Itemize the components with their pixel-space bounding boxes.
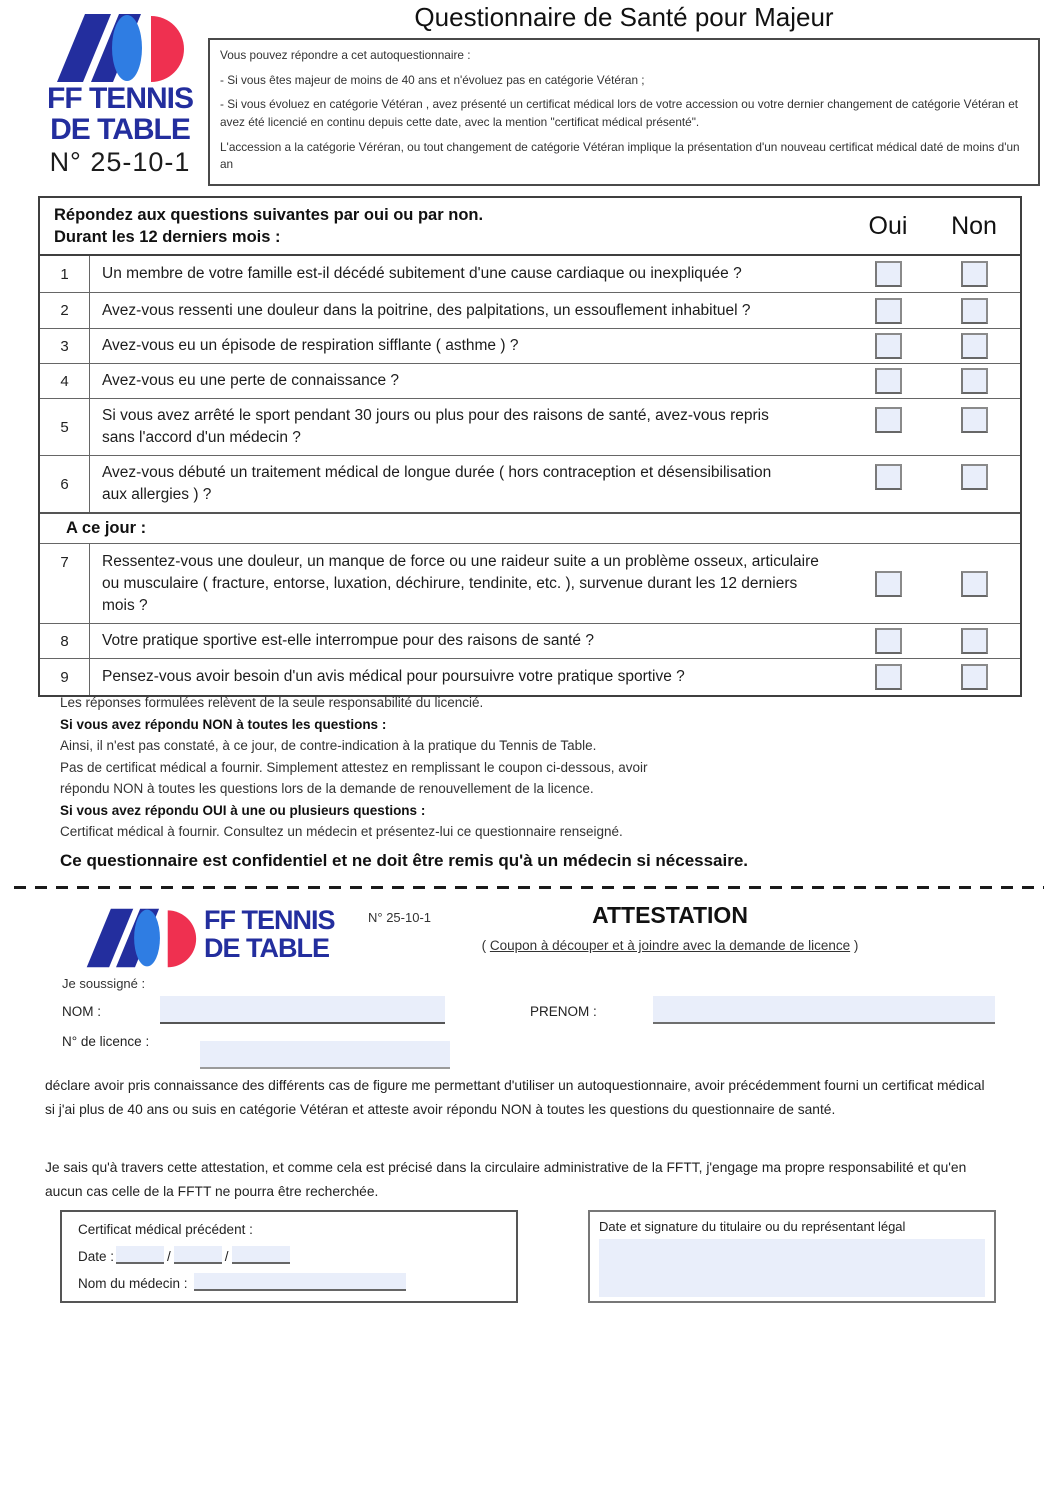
q7-non-checkbox[interactable]: [961, 571, 988, 597]
header-line1: Répondez aux questions suivantes par oui ou par non.: [54, 205, 484, 224]
form-number: N° 25-10-1: [49, 147, 191, 178]
prenom-label: PRENOM :: [530, 1004, 597, 1019]
attestation-subtitle: [390, 938, 950, 953]
fftt-logo-text-line2: DE TABLE: [204, 933, 329, 964]
subtitle-paren-close: ): [850, 938, 859, 953]
note-line: Les réponses formulées relèvent de la seule responsabilité du licencié.: [60, 695, 484, 710]
q9-oui-checkbox[interactable]: [875, 664, 902, 690]
q6-oui-checkbox[interactable]: [875, 464, 902, 490]
non-cell: [928, 333, 1020, 359]
subtitle-paren-open: (: [481, 938, 490, 953]
non-cell: [928, 664, 1020, 690]
question-number: 1: [40, 256, 90, 292]
q2-oui-checkbox[interactable]: [875, 298, 902, 324]
fftt-logo: [36, 12, 204, 178]
intro-line: - Si vous évoluez en catégorie Vétéran , avez présenté un certificat médical lors de votre accession ou votre dernier changement de catégorie Vétéran et avez été licencié en continu depuis cette date, avec la mention "certificat médical présenté".: [220, 97, 1019, 130]
intro-line: - Si vous êtes majeur de moins de 40 ans et n'évoluez pas en catégorie Vétéran ;: [220, 72, 645, 87]
non-cell: [928, 628, 1020, 654]
intro-box: [208, 38, 1040, 186]
attestation-paragraph-2: Je sais qu'à travers cette attestation, et comme cela est précisé dans la circulaire administrative de la FFTT, j'engage ma propre responsabilité et qu'en aucun cas celle de la FFTT ne pourra être recherchée.: [45, 1160, 967, 1199]
question-text: Avez-vous eu une perte de connaissance ?: [102, 372, 399, 389]
notes-block: [60, 692, 990, 843]
fftt-logo-text-line1: FF TENNIS: [204, 905, 335, 935]
attestation-title: ATTESTATION: [592, 902, 748, 928]
oui-cell: [848, 664, 928, 690]
oui-cell: [848, 368, 928, 394]
question-text: Avez-vous eu un épisode de respiration sifflante ( asthme ) ?: [102, 337, 519, 354]
signature-area[interactable]: [599, 1239, 985, 1297]
q9-non-checkbox[interactable]: [961, 664, 988, 690]
licence-input[interactable]: [200, 1041, 450, 1069]
intro-line: L'accession a la catégorie Véréran, ou tout changement de catégorie Vétéran implique la présentation d'un nouveau certificat médical daté de moins d'un an: [220, 139, 1020, 172]
question-row-9: [40, 659, 1020, 695]
oui-cell: [848, 628, 928, 654]
je-soussigne-label: Je soussigné :: [62, 976, 146, 991]
cert-box-title: Certificat médical précédent :: [78, 1222, 253, 1237]
table-header-row: [40, 198, 1020, 256]
q2-non-checkbox[interactable]: [961, 298, 988, 324]
question-text: Un membre de votre famille est-il décédé subitement d'une cause cardiaque ou inexpliquée ?: [102, 265, 742, 282]
q3-oui-checkbox[interactable]: [875, 333, 902, 359]
nom-label: NOM :: [62, 1004, 101, 1019]
date-month-input[interactable]: [174, 1246, 222, 1264]
cert-date-line: [78, 1246, 500, 1264]
fftt-logo-icon: [85, 906, 197, 970]
oui-cell: [848, 399, 928, 433]
nom-input[interactable]: [160, 996, 445, 1024]
oui-cell: [848, 261, 928, 287]
question-row-6: [40, 456, 1020, 514]
note-line: Pas de certificat médical a fournir. Simplement attestez en remplissant le coupon ci-dessous, avoir: [60, 759, 648, 775]
question-number: 3: [40, 329, 90, 363]
non-cell: [928, 399, 1020, 433]
q4-oui-checkbox[interactable]: [875, 368, 902, 394]
signature-box-label: Date et signature du titulaire ou du représentant légal: [599, 1219, 906, 1234]
q4-non-checkbox[interactable]: [961, 368, 988, 394]
page-title: Questionnaire de Santé pour Majeur: [414, 2, 834, 32]
note-line: Ainsi, il n'est pas constaté, à ce jour, de contre-indication à la pratique du Tennis de Table.: [60, 738, 597, 753]
question-number: 4: [40, 364, 90, 398]
question-text: Avez-vous ressenti une douleur dans la poitrine, des palpitations, un essouflement inhabituel ?: [102, 301, 751, 319]
previous-certificate-box: [60, 1210, 518, 1303]
signature-box: [588, 1210, 996, 1303]
prenom-input[interactable]: [653, 996, 995, 1024]
note-line: Certificat médical à fournir. Consultez un médecin et présentez-lui ce questionnaire renseigné.: [60, 824, 623, 839]
question-row-4: [40, 364, 1020, 399]
question-text: Si vous avez arrêté le sport pendant 30 jours ou plus pour des raisons de santé, avez-vous repris sans l'accord d'un médecin ?: [102, 407, 769, 446]
question-number: 7: [40, 544, 90, 623]
q6-non-checkbox[interactable]: [961, 464, 988, 490]
question-text: Avez-vous débuté un traitement médical de longue durée ( hors contraception et désensibilisation aux allergies ) ?: [102, 464, 772, 503]
non-cell: [928, 368, 1020, 394]
medecin-label: Nom du médecin :: [78, 1276, 188, 1291]
form-number: N° 25-10-1: [368, 910, 432, 925]
non-cell: [928, 456, 1020, 490]
fftt-logo-text-line2: DE TABLE: [50, 112, 190, 146]
q5-oui-checkbox[interactable]: [875, 407, 902, 433]
q7-oui-checkbox[interactable]: [875, 571, 902, 597]
questionnaire-table: [38, 196, 1022, 697]
date-slash: /: [224, 1249, 229, 1264]
date-year-input[interactable]: [232, 1246, 290, 1264]
question-number: 9: [40, 659, 90, 695]
question-number: 2: [40, 293, 90, 328]
oui-cell: [848, 571, 928, 597]
fftt-logo-icon: [55, 12, 185, 84]
q3-non-checkbox[interactable]: [961, 333, 988, 359]
subtitle-text: Coupon à découper et à joindre avec la demande de licence: [489, 938, 851, 953]
question-text: Pensez-vous avoir besoin d'un avis médical pour poursuivre votre pratique sportive ?: [102, 668, 685, 685]
non-cell: [928, 261, 1020, 287]
intro-line: Vous pouvez répondre a cet autoquestionnaire :: [220, 48, 471, 62]
fftt-logo-text-line1: FF TENNIS: [47, 82, 193, 115]
question-row-1: [40, 256, 1020, 293]
non-cell: [928, 571, 1020, 597]
non-cell: [928, 298, 1020, 324]
q1-non-checkbox[interactable]: [961, 261, 988, 287]
note-line: répondu NON à toutes les questions lors de la demande de renouvellement de la licence.: [60, 781, 594, 796]
question-text: Votre pratique sportive est-elle interrompue pour des raisons de santé ?: [102, 632, 594, 649]
q8-oui-checkbox[interactable]: [875, 628, 902, 654]
column-header-oui: Oui: [868, 211, 908, 240]
section-row: [40, 514, 1020, 544]
q5-non-checkbox[interactable]: [961, 407, 988, 433]
date-day-input[interactable]: [116, 1246, 164, 1264]
date-label: Date :: [78, 1249, 115, 1264]
confidential-statement: Ce questionnaire est confidentiel et ne doit être remis qu'à un médecin si nécessaire.: [60, 851, 749, 870]
question-number: 8: [40, 624, 90, 658]
oui-cell: [848, 456, 928, 490]
licence-label: N° de licence :: [62, 1034, 150, 1049]
column-header-non: Non: [951, 211, 997, 240]
fftt-logo-text: [204, 906, 335, 962]
oui-cell: [848, 298, 928, 324]
question-row-5: [40, 399, 1020, 456]
question-row-2: [40, 293, 1020, 329]
question-number: 5: [40, 399, 90, 455]
q8-non-checkbox[interactable]: [961, 628, 988, 654]
question-row-7: [40, 544, 1020, 624]
table-header-text: [40, 204, 848, 249]
q1-oui-checkbox[interactable]: [875, 261, 902, 287]
question-text: Ressentez-vous une douleur, un manque de force ou une raideur suite a un problème osseux, articulaire ou musculaire ( fracture, entorse, luxation, déchirure, tendinite, etc. ), survenue durant les 12 derniers mois ?: [102, 552, 819, 614]
section-label: A ce jour :: [66, 519, 147, 537]
note-line-bold: Si vous avez répondu NON à toutes les questions :: [60, 716, 387, 732]
cert-medecin-line: [78, 1273, 500, 1291]
question-row-8: [40, 624, 1020, 659]
attestation-paragraph-1: déclare avoir pris connaissance des différents cas de figure me permettant d'utiliser un autoquestionnaire, avoir précédemment fourni un certificat médical si j'ai plus de 40 ans ou suis en catégorie Vétéran et atteste avoir répondu NON à toutes les questions du questionnaire de santé.: [45, 1078, 985, 1117]
date-slash: /: [167, 1249, 171, 1264]
cut-dashed-line: [14, 886, 1044, 889]
question-row-3: [40, 329, 1020, 364]
attestation-section: [0, 900, 1058, 1320]
question-number: 6: [40, 456, 90, 512]
header-line2: Durant les 12 derniers mois :: [54, 228, 281, 246]
note-line-bold: Si vous avez répondu OUI à une ou plusieurs questions :: [60, 802, 426, 818]
medecin-input[interactable]: [194, 1273, 406, 1291]
oui-cell: [848, 333, 928, 359]
